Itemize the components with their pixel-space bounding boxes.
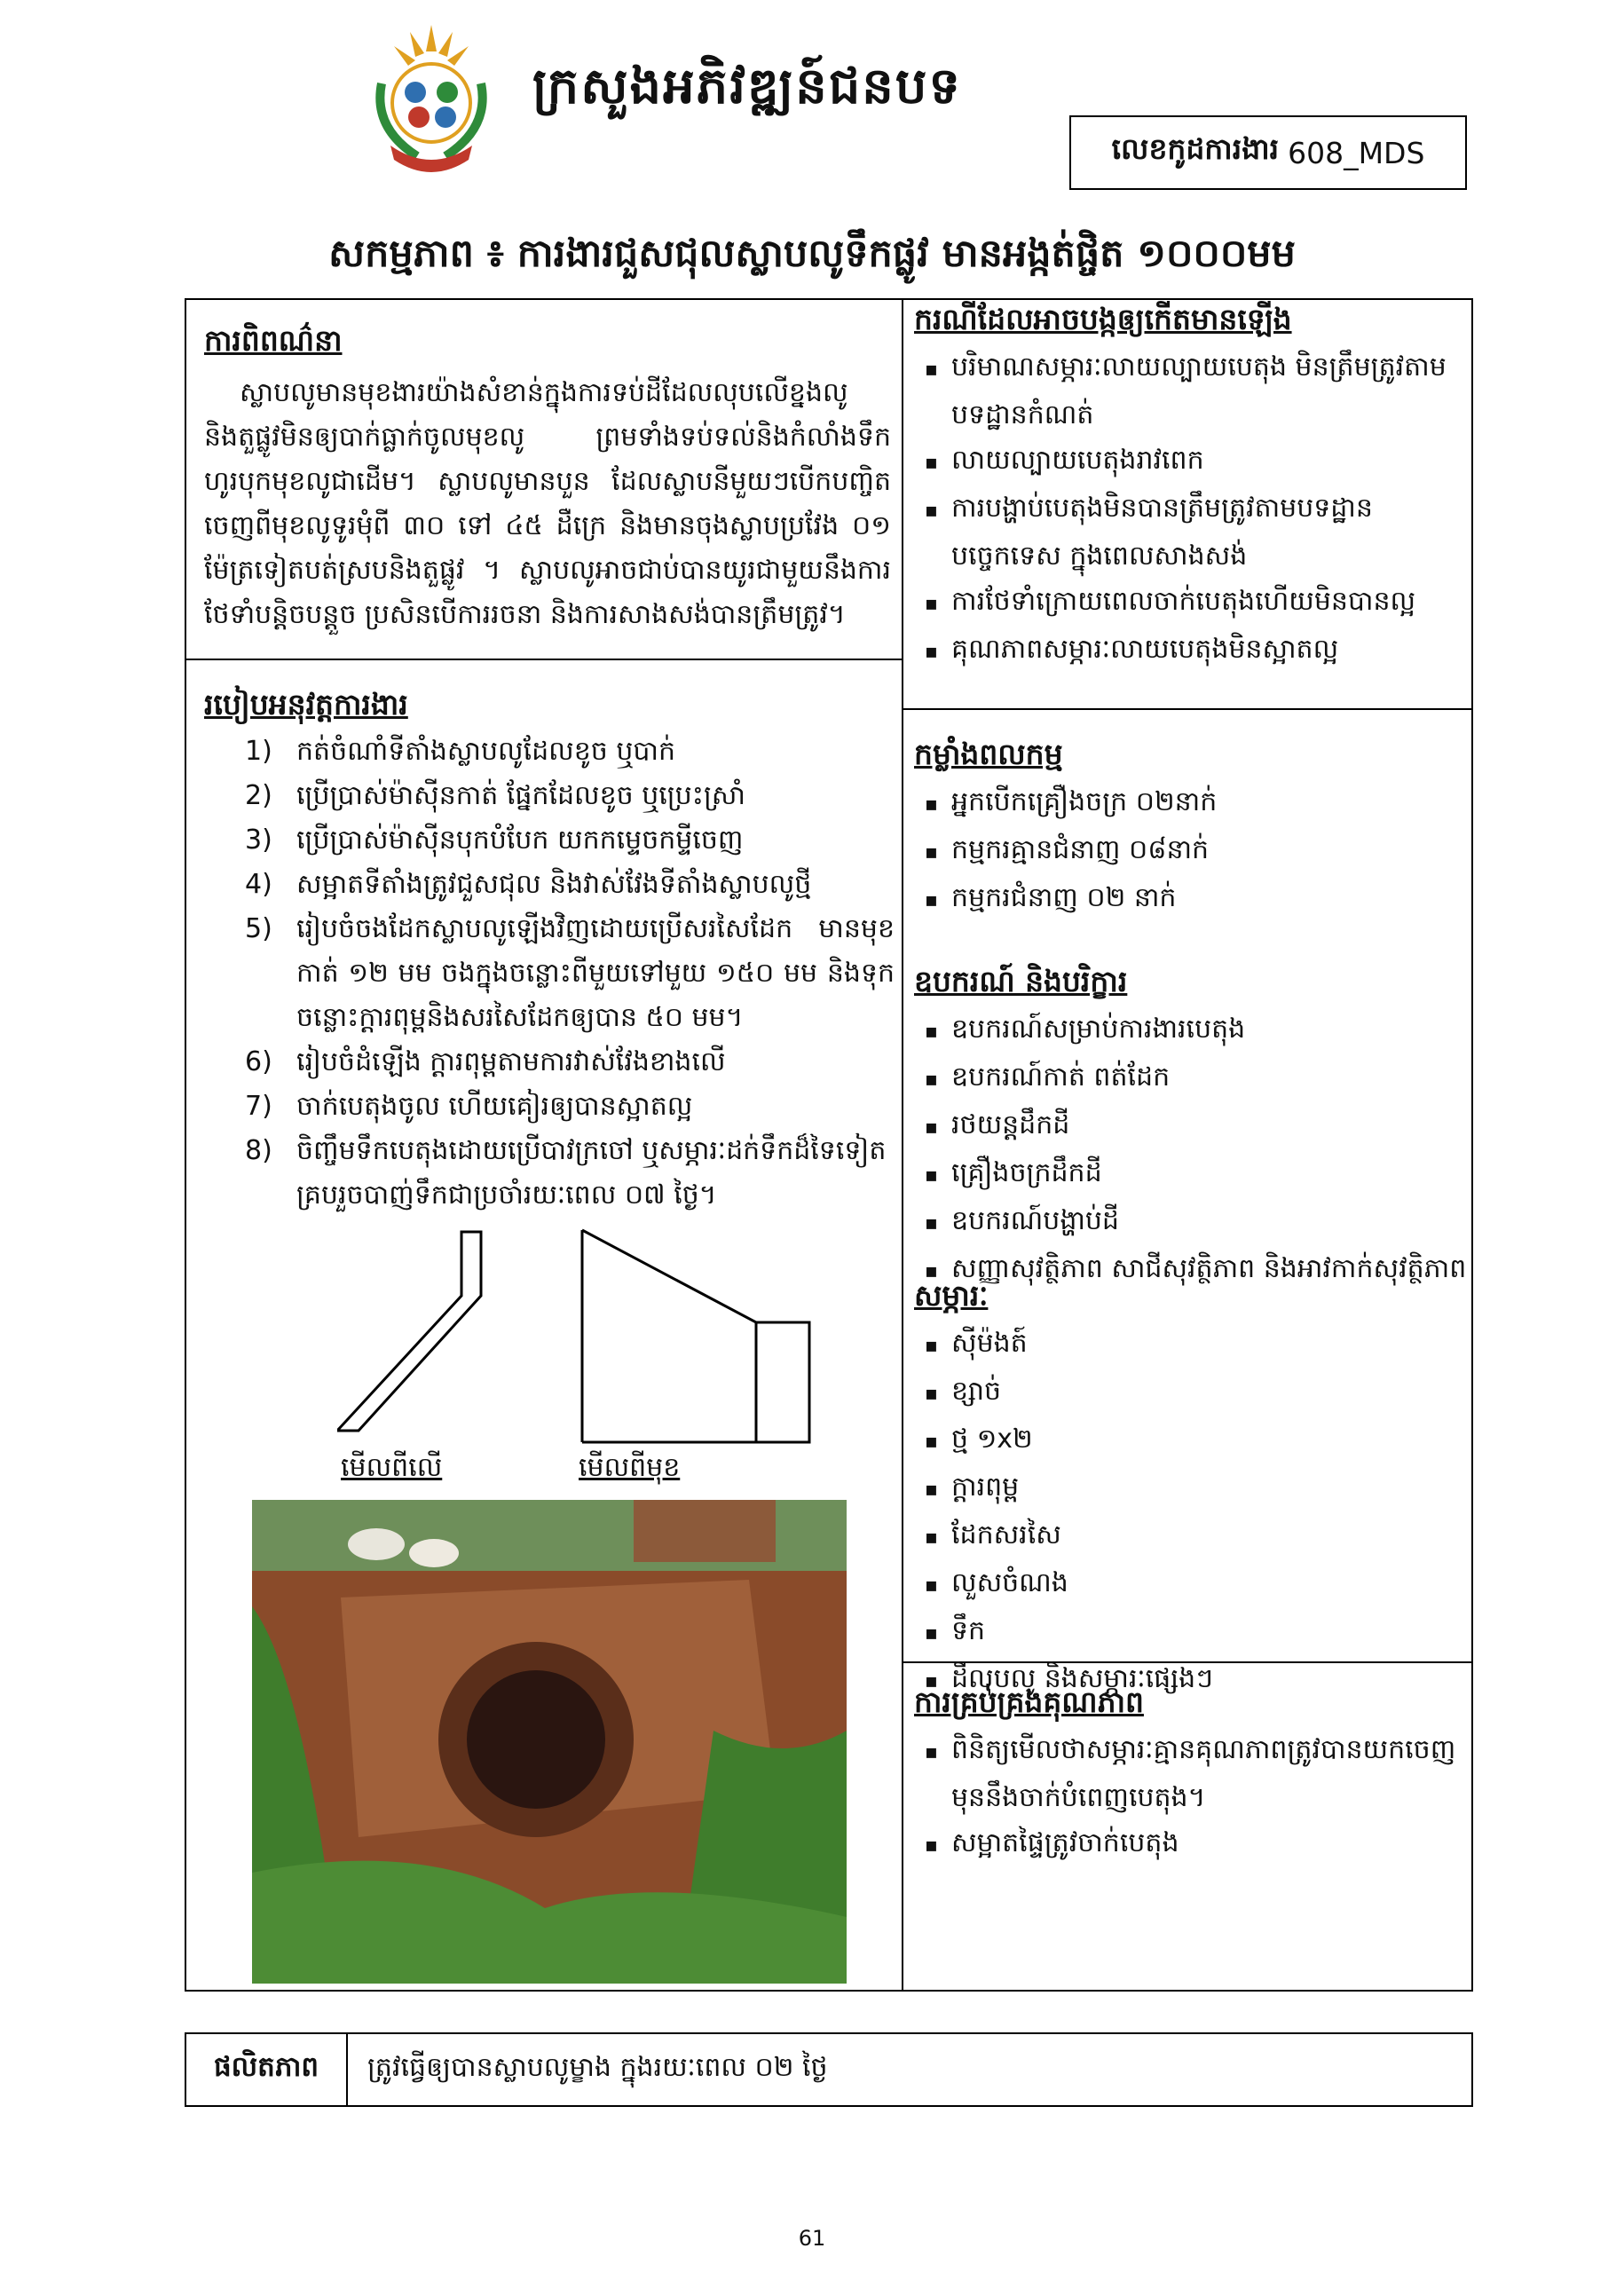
list-item: ▪ បរិមាណសម្ភារៈលាយល្បាយបេតុង មិនត្រឹមត្រូវតាមបទដ្ឋានកំណត់: [914, 344, 1461, 438]
procedure-steps: [204, 730, 895, 1218]
labor-heading: កម្លាំងពលកម្ម: [914, 737, 1063, 771]
row-divider-causes: [902, 708, 1473, 710]
list-item: ▪ ការបង្ហាប់បេតុងមិនបានត្រឹមត្រូវតាមបទដ្ឋានបច្ចេកទេស ក្នុងពេលសាងសង់: [914, 485, 1461, 579]
description-text: ស្លាបលូមានមុខងារយ៉ាងសំខាន់ក្នុងការទប់ដីដែលលុបលើខ្នងលូ និងតួផ្លូវមិនឲ្យបាក់ធ្លាក់ចូលមុខលូ ព្រមទាំងទប់ទល់និងកំលាំងទឹកហូរបុកមុខលូជាដើម។ ស្លាបលូមានបួន ដែលស្លាបនីមួយៗបើកបញ្ចិតចេញពីមុខលូទូរមុំពី ៣០ ទៅ ៤៥ ដឺក្រេ និងមានចុងស្លាបប្រវែង ០១ ម៉ែត្រទៀតបត់ស្របនិងតួផ្លូវ ។ ស្លាបលូអាចជាប់បានយូរជាមួយនឹងការថែទាំបន្តិចបន្តួច ប្រសិនបើការរចនា និងការសាងសង់បានត្រឹមត្រូវ។: [204, 377, 891, 630]
procedure-step: 8) ចិញ្ចឹមទឹកបេតុងដោយប្រើបាវក្រចៅ ឬសម្ភារៈដក់ទឹកដ៏ទៃទៀត គ្របរួចបាញ់ទឹកជាប្រចាំរយៈពេល ០៧ ថ្ងៃ។: [245, 1135, 887, 1211]
row-divider-left: [185, 659, 903, 660]
list-item: ▪ ថ្ម ១x២: [914, 1416, 1461, 1464]
damaged-culvert-photo: [252, 1500, 847, 1984]
list-item: ▪ ការថែទាំក្រោយពេលចាក់បេតុងហើយមិនបានល្អ: [914, 579, 1461, 627]
list-item: ▪ ឧបករណ៍បង្ហាប់ដី: [914, 1198, 1473, 1246]
description-heading: ការពិពណ៌នា: [204, 323, 343, 358]
quality-heading: ការគ្រប់គ្រងគុណភាព: [914, 1684, 1144, 1719]
description-section: [204, 323, 891, 637]
procedure-step: 6) រៀបចំដំឡើង ក្តារពុម្ពតាមការវាស់វែងខាងលើ: [245, 1046, 726, 1077]
procedure-step: 2) ប្រើប្រាស់ម៉ាស៊ីនកាត់ ផ្នែកដែលខូច ឬប្រេះស្រាំ: [245, 780, 745, 811]
list-item: ▪ សញ្ញាសុវត្ថិភាព សាជីសុវត្ថិភាព និងអាវកាក់សុវត្ថិភាព: [914, 1246, 1473, 1294]
column-divider: [902, 298, 903, 1992]
list-item: ▪ សម្អាតផ្ទៃត្រូវចាក់បេតុង: [914, 1820, 1461, 1868]
list-item: ▪ ដែកសរសៃ: [914, 1512, 1461, 1560]
top-view-sketch: [337, 1225, 497, 1438]
procedure-step: 1) កត់ចំណាំទីតាំងស្លាបលូដែលខូច ឬបាក់: [245, 736, 676, 767]
caption-top-view: មើលពីលើ: [341, 1452, 443, 1483]
list-item: ▪ ទឹក: [914, 1608, 1461, 1656]
procedure-step: 5) រៀបចំចងដែកស្លាបលូឡើងវិញដោយប្រើសរសៃដែក មានមុខកាត់ ១២ មម ចងក្នុងចន្លោះពីមួយទៅមួយ ១៥០ មម និងទុកចន្លោះក្តារពុម្ពនិងសរសៃដែកឲ្យបាន ៥០ មម។: [245, 913, 895, 1033]
list-item: ▪ លួសចំណង: [914, 1560, 1461, 1608]
list-item: ▪ ក្តារពុម្ព: [914, 1464, 1461, 1512]
materials-heading: សម្ភារៈ: [914, 1278, 989, 1313]
list-item: ▪ ខ្សាច់: [914, 1369, 1461, 1416]
activity-title: សកម្មភាព ៖ ការងារជួសជុលស្លាបលូទឹកផ្លូវ មានអង្កត់ផ្ចិត ១០០០មម: [328, 232, 1296, 276]
ministry-logo: [364, 21, 499, 172]
list-item: ▪ កម្មករជំនាញ ០២ នាក់: [914, 875, 1461, 923]
list-item: ▪ រថយន្តដឹកដី: [914, 1102, 1473, 1150]
work-code-box: [1069, 115, 1467, 190]
list-item: ▪ គុណភាពសម្ភារៈលាយបេតុងមិនស្អាតល្អ: [914, 627, 1461, 674]
output-text: ត្រូវធ្វើឲ្យបានស្លាបលូម្ខាង ក្នុងរយៈពេល ០២ ថ្ងៃ: [367, 2052, 828, 2083]
list-item: ▪ ឧបករណ៍សម្រាប់ការងារបេតុង: [914, 1006, 1473, 1054]
procedure-step: 3) ប្រើប្រាស់ម៉ាស៊ីនបុកបំបែក យកកម្ទេចកម្ទីចេញ: [245, 824, 744, 856]
work-code-value: 608_MDS: [1288, 135, 1425, 170]
causes-heading: ករណីដែលអាចបង្កឲ្យកើតមានឡើង: [914, 302, 1292, 336]
procedure-heading: របៀបអនុវត្តការងារ: [204, 687, 408, 722]
causes-list: [914, 344, 1461, 674]
list-item: ▪ កម្មករគ្មានជំនាញ ០៨នាក់: [914, 827, 1461, 875]
equipment-heading: ឧបករណ៍ និងបរិក្ខារ: [914, 964, 1128, 998]
labor-section: [914, 737, 1461, 923]
output-label: ផលិតភាព: [186, 2034, 348, 2105]
list-item: ▪ អ្នកបើកគ្រឿងចក្រ ០២នាក់: [914, 779, 1461, 827]
procedure-step: 7) ចាក់បេតុងចូល ហើយគៀរឲ្យបានស្អាតល្អ: [245, 1091, 693, 1122]
ministry-name: ក្រសួងអភិវឌ្ឍន៍ជនបទ: [532, 58, 962, 115]
procedure-section: [204, 687, 895, 1218]
list-item: ▪ ដីលុបលូ និងសម្ភារៈផ្សេងៗ: [914, 1656, 1461, 1704]
output-row: [185, 2032, 1473, 2107]
list-item: ▪ ឧបករណ៍កាត់ ពត់ដែក: [914, 1054, 1473, 1102]
list-item: ▪ ពិនិត្យមើលថាសម្ភារៈគ្មានគុណភាពត្រូវបានយកចេញមុននឹងចាក់បំពេញបេតុង។: [914, 1727, 1461, 1820]
quality-section: [914, 1684, 1461, 1868]
list-item: ▪ លាយល្បាយបេតុងរាវពេក: [914, 438, 1461, 485]
procedure-step: 4) សម្អាតទីតាំងត្រូវជួសជុល និងវាស់វែងទីតាំងស្លាបលូថ្មី: [245, 869, 812, 900]
causes-section: [914, 302, 1461, 674]
materials-section: [914, 1278, 1461, 1704]
caption-front-view: មើលពីមុខ: [579, 1452, 681, 1483]
front-view-sketch: [579, 1225, 818, 1456]
equipment-section: [914, 964, 1473, 1294]
list-item: ▪ គ្រឿងចក្រដឹកដី: [914, 1150, 1473, 1198]
work-code-label: លេខកូដការងារ: [1111, 131, 1280, 166]
list-item: ▪ ស៊ីម៉ងត៍: [914, 1321, 1461, 1369]
page-number: 61: [798, 2226, 826, 2251]
